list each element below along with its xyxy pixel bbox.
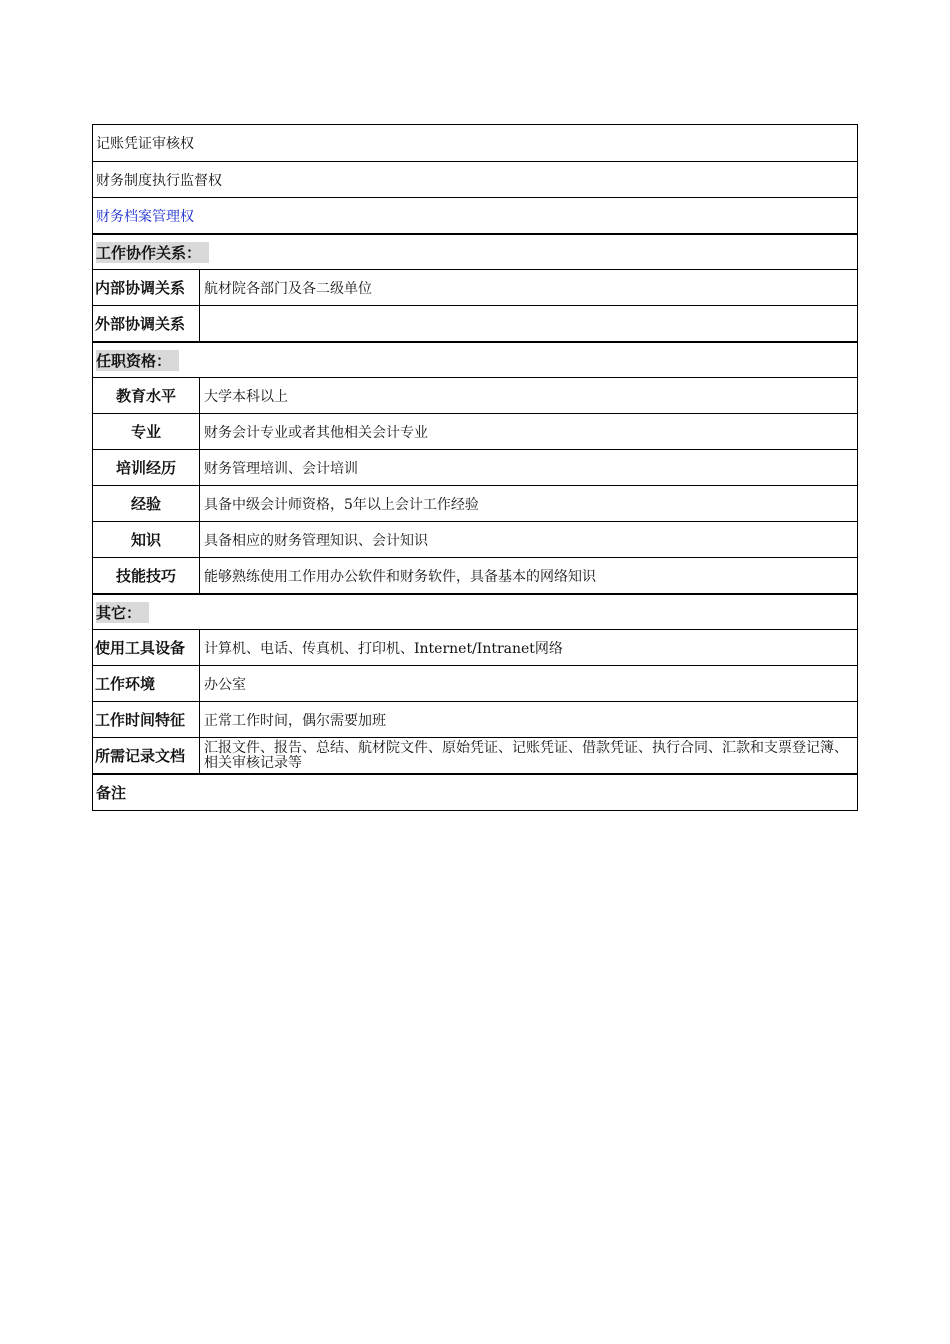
section-collaboration bbox=[93, 233, 857, 269]
section-remarks bbox=[93, 773, 857, 810]
collaboration-row bbox=[93, 305, 857, 341]
remarks-heading: 备注 bbox=[93, 775, 857, 810]
row-value: 汇报文件、报告、总结、航材院文件、原始凭证、记账凭证、借款凭证、执行合同、汇款和支票登记簿、相关审核记录等 bbox=[204, 740, 848, 771]
authority-text: 财务档案管理权 bbox=[96, 208, 194, 225]
authority-text: 财务制度执行监督权 bbox=[96, 172, 222, 189]
authority-row bbox=[93, 161, 857, 197]
row-label: 工作环境 bbox=[93, 666, 200, 701]
qualification-row bbox=[93, 449, 857, 485]
row-value bbox=[200, 306, 857, 341]
row-label: 专业 bbox=[93, 414, 200, 449]
row-label: 技能技巧 bbox=[93, 558, 200, 593]
row-value: 办公室 bbox=[204, 676, 246, 693]
authority-row bbox=[93, 125, 857, 161]
qualification-row bbox=[93, 521, 857, 557]
qualification-row bbox=[93, 413, 857, 449]
row-label: 知识 bbox=[93, 522, 200, 557]
collaboration-row bbox=[93, 269, 857, 305]
qualification-row bbox=[93, 377, 857, 413]
row-label: 使用工具设备 bbox=[93, 630, 200, 665]
other-row bbox=[93, 665, 857, 701]
row-value: 具备相应的财务管理知识、会计知识 bbox=[204, 532, 428, 549]
row-label: 外部协调关系 bbox=[93, 306, 200, 341]
section-qualifications bbox=[93, 341, 857, 377]
row-value: 能够熟练使用工作用办公软件和财务软件，具备基本的网络知识 bbox=[204, 568, 596, 585]
job-description-table bbox=[92, 124, 858, 811]
row-label: 经验 bbox=[93, 486, 200, 521]
row-value: 计算机、电话、传真机、打印机、Internet/Intranet网络 bbox=[204, 640, 563, 657]
row-value: 航材院各部门及各二级单位 bbox=[204, 280, 372, 297]
section-other bbox=[93, 593, 857, 629]
qualification-row bbox=[93, 485, 857, 521]
row-label: 内部协调关系 bbox=[93, 270, 200, 305]
authority-text: 记账凭证审核权 bbox=[96, 136, 194, 152]
other-row bbox=[93, 629, 857, 665]
row-label: 工作时间特征 bbox=[93, 702, 200, 737]
row-label: 培训经历 bbox=[93, 450, 200, 485]
section-heading: 其它： bbox=[96, 602, 149, 623]
other-row bbox=[93, 701, 857, 737]
authority-row bbox=[93, 197, 857, 233]
section-heading: 任职资格： bbox=[96, 350, 179, 371]
other-row bbox=[93, 737, 857, 773]
row-label: 教育水平 bbox=[93, 378, 200, 413]
row-label: 所需记录文档 bbox=[93, 738, 200, 773]
row-value: 大学本科以上 bbox=[204, 388, 288, 405]
row-value: 正常工作时间，偶尔需要加班 bbox=[204, 712, 386, 729]
qualification-row bbox=[93, 557, 857, 593]
row-value: 具备中级会计师资格，5年以上会计工作经验 bbox=[204, 496, 479, 513]
row-value: 财务管理培训、会计培训 bbox=[204, 460, 358, 477]
section-heading: 工作协作关系： bbox=[96, 242, 209, 263]
row-value: 财务会计专业或者其他相关会计专业 bbox=[204, 424, 428, 441]
